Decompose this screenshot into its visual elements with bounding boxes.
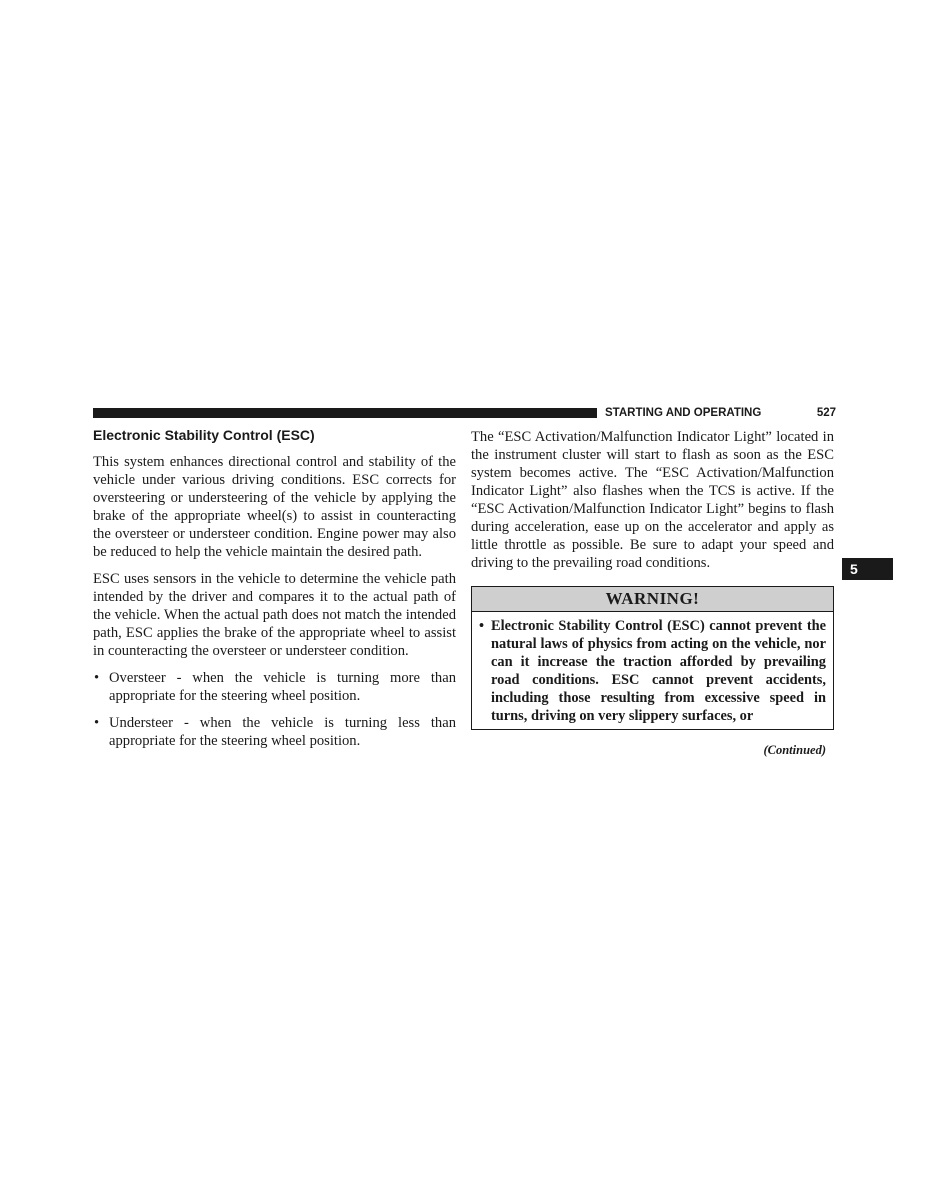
header-rule xyxy=(93,408,597,418)
warning-bullet-item: • Electronic Stability Control (ESC) cannot prevent the natural laws of physics from acting on the vehicle, nor can it increase the traction afforded by prevailing road conditions. ESC cannot prevent accidents, including those resulting from excessive speed in turns, driving on very slippery surfaces, or xyxy=(479,617,826,725)
bullet-item-oversteer: • Oversteer - when the vehicle is turning more than appropriate for the steering wheel position. xyxy=(93,669,456,705)
body-paragraph: The “ESC Activation/Malfunction Indicator Light” located in the instrument cluster will start to flash as soon as the ESC system becomes active. The “ESC Activation/Malfunction Indicator Light” also flashes when the TCS is active. If the “ESC Activation/Malfunction Indicator Light” begins to flash during acceleration, ease up on the accelerator and apply as little throttle as possible. Be sure to adapt your speed and driving to the prevailing road conditions. xyxy=(471,429,834,571)
page-number: 527 xyxy=(816,407,836,419)
section-heading: Electronic Stability Control (ESC) xyxy=(93,427,315,443)
warning-box xyxy=(471,586,834,730)
warning-body xyxy=(472,612,833,729)
warning-title: WARNING! xyxy=(472,587,833,612)
chapter-tab: 5 xyxy=(842,558,893,580)
running-header xyxy=(605,405,836,421)
bullet-list xyxy=(93,669,456,750)
body-paragraph: This system enhances directional control and stability of the vehicle under various driving conditions. ESC corrects for oversteering or understeering of the vehicle by applying the brake of the appropriate wheel(s) to assist in counteracting the oversteer or understeer condition. Engine power may also be reduced to help the vehicle maintain the desired path. xyxy=(93,454,456,560)
body-paragraph: ESC uses sensors in the vehicle to determine the vehicle path intended by the driver and compares it to the actual path of the vehicle. When the actual path does not match the intended path, ESC applies the brake of the appropriate wheel to assist in counteracting the oversteer or understeer condition. xyxy=(93,571,456,659)
continued-note: (Continued) xyxy=(763,743,826,757)
warning-bullet-list xyxy=(479,617,826,725)
bullet-item-understeer: • Understeer - when the vehicle is turning less than appropriate for the steering wheel position. xyxy=(93,714,456,750)
header-section-title: STARTING AND OPERATING xyxy=(605,407,762,419)
right-column xyxy=(471,428,834,759)
left-column xyxy=(93,426,456,759)
